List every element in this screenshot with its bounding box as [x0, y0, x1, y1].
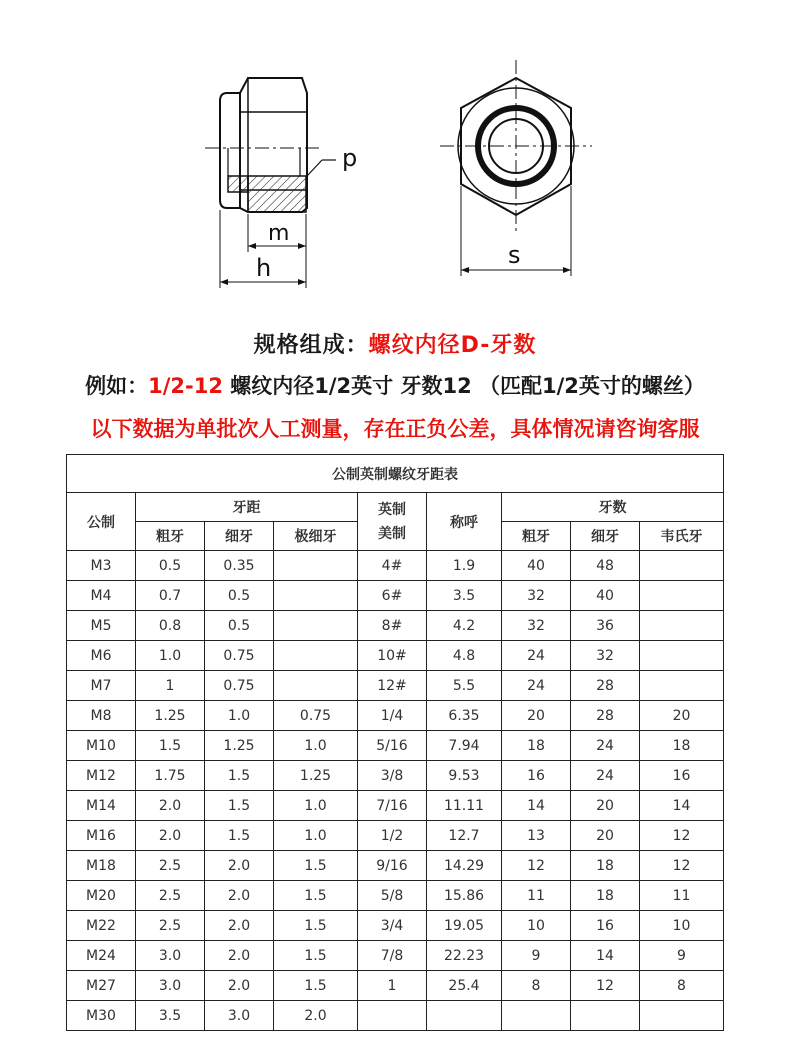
table-cell: 11 — [640, 881, 724, 911]
label-m: m — [268, 221, 290, 246]
header-fine: 细牙 — [205, 522, 274, 551]
header-extra-fine: 极细牙 — [274, 522, 358, 551]
table-cell: 7/16 — [358, 791, 427, 821]
header-tpi: 牙数 — [502, 493, 724, 522]
table-cell: M20 — [67, 881, 136, 911]
table-cell: 9 — [502, 941, 571, 971]
lock-nut-drawing — [0, 0, 790, 310]
table-cell: 0.75 — [205, 641, 274, 671]
table-cell: 1.5 — [205, 791, 274, 821]
table-cell: 12# — [358, 671, 427, 701]
table-cell: 0.8 — [136, 611, 205, 641]
table-cell: 3.0 — [136, 971, 205, 1001]
table-cell: 12 — [571, 971, 640, 1001]
spec-format-prefix: 规格组成： — [253, 333, 369, 358]
header-imperial — [358, 493, 427, 551]
header-tpi-fine: 细牙 — [571, 522, 640, 551]
table-cell: M12 — [67, 761, 136, 791]
label-p: p — [342, 144, 358, 172]
table-cell: 16 — [571, 911, 640, 941]
table-cell: 24 — [571, 731, 640, 761]
table-cell: 3/8 — [358, 761, 427, 791]
table-cell: 40 — [502, 551, 571, 581]
table-cell: 4.8 — [427, 641, 502, 671]
label-s: s — [508, 241, 521, 269]
table-cell: 22.23 — [427, 941, 502, 971]
thread-pitch-table — [66, 454, 724, 1031]
table-cell: 20 — [502, 701, 571, 731]
header-tpi-coarse: 粗牙 — [502, 522, 571, 551]
table-cell: 9/16 — [358, 851, 427, 881]
table-cell: M4 — [67, 581, 136, 611]
table-cell: 2.0 — [136, 821, 205, 851]
table-cell: 2.0 — [274, 1001, 358, 1031]
table-cell: 48 — [571, 551, 640, 581]
table-cell: 12 — [502, 851, 571, 881]
table-cell: 12 — [640, 851, 724, 881]
table-cell: M3 — [67, 551, 136, 581]
table-cell: 14 — [640, 791, 724, 821]
table-row — [67, 731, 724, 761]
table-row — [67, 761, 724, 791]
header-metric: 公制 — [67, 493, 136, 551]
table-cell: 3.0 — [136, 941, 205, 971]
table-row — [67, 821, 724, 851]
table-cell: 0.5 — [205, 611, 274, 641]
table-cell: 18 — [571, 851, 640, 881]
table-cell: 1.5 — [205, 761, 274, 791]
table-cell: 2.0 — [205, 851, 274, 881]
table-cell: 1.0 — [274, 821, 358, 851]
example-highlight: 1/2-12 — [148, 374, 223, 398]
table-cell: 1.5 — [274, 911, 358, 941]
table-cell: 24 — [502, 671, 571, 701]
table-cell: 1.5 — [274, 881, 358, 911]
table-cell — [640, 611, 724, 641]
table-cell: 24 — [571, 761, 640, 791]
table-row — [67, 611, 724, 641]
table-cell: M22 — [67, 911, 136, 941]
table-cell — [274, 551, 358, 581]
table-cell: 10 — [502, 911, 571, 941]
table-cell: 5/8 — [358, 881, 427, 911]
table-cell — [274, 671, 358, 701]
table-cell: 2.0 — [205, 941, 274, 971]
header-imperial-line1: 英制 — [378, 501, 406, 518]
table-cell: 3/4 — [358, 911, 427, 941]
table-cell: 18 — [571, 881, 640, 911]
insert-section-hatch — [228, 176, 248, 192]
table-cell: 7.94 — [427, 731, 502, 761]
table-cell: 12 — [640, 821, 724, 851]
table-cell: 12.7 — [427, 821, 502, 851]
table-cell — [640, 581, 724, 611]
table-cell — [274, 581, 358, 611]
table-cell: 14.29 — [427, 851, 502, 881]
table-cell: 4# — [358, 551, 427, 581]
table-cell: M14 — [67, 791, 136, 821]
table-cell: 3.0 — [205, 1001, 274, 1031]
table-cell: 16 — [502, 761, 571, 791]
table-cell: 4.2 — [427, 611, 502, 641]
table-cell: 0.75 — [274, 701, 358, 731]
example-description: 螺纹内径1/2英寸 牙数12 （匹配1/2英寸的螺丝） — [222, 374, 705, 398]
table-row — [67, 851, 724, 881]
table-cell: 1.5 — [274, 851, 358, 881]
table-cell: 18 — [502, 731, 571, 761]
table-cell — [640, 641, 724, 671]
table-cell — [502, 1001, 571, 1031]
table-cell: 0.5 — [205, 581, 274, 611]
table-title: 公制英制螺纹牙距表 — [67, 455, 724, 493]
table-cell: M8 — [67, 701, 136, 731]
header-imperial-line2: 美制 — [378, 525, 406, 542]
table-cell: 0.5 — [136, 551, 205, 581]
table-cell — [274, 641, 358, 671]
table-cell: 6# — [358, 581, 427, 611]
table-cell: 1.25 — [205, 731, 274, 761]
table-cell: M27 — [67, 971, 136, 1001]
table-cell: 1.75 — [136, 761, 205, 791]
table-cell: 3.5 — [427, 581, 502, 611]
table-cell: 2.5 — [136, 911, 205, 941]
table-cell: 11 — [502, 881, 571, 911]
table-row — [67, 881, 724, 911]
table-cell: 1/2 — [358, 821, 427, 851]
table-cell: 32 — [571, 641, 640, 671]
table-cell: 28 — [571, 671, 640, 701]
table-row — [67, 911, 724, 941]
table-cell: 1.0 — [274, 731, 358, 761]
table-cell: 1.25 — [274, 761, 358, 791]
table-cell: 14 — [571, 941, 640, 971]
table-cell: M24 — [67, 941, 136, 971]
table-cell — [640, 671, 724, 701]
label-h: h — [256, 254, 272, 282]
table-cell: 32 — [502, 611, 571, 641]
table-cell: 1.0 — [274, 791, 358, 821]
table-cell: 0.7 — [136, 581, 205, 611]
table-cell: 20 — [571, 791, 640, 821]
table-cell — [427, 1001, 502, 1031]
table-cell: 1 — [136, 671, 205, 701]
header-coarse: 粗牙 — [136, 522, 205, 551]
table-cell: M6 — [67, 641, 136, 671]
table-cell — [640, 551, 724, 581]
table-cell: 24 — [502, 641, 571, 671]
table-cell: 14 — [502, 791, 571, 821]
table-cell: 5.5 — [427, 671, 502, 701]
table-cell: 3.5 — [136, 1001, 205, 1031]
table-cell: 10 — [640, 911, 724, 941]
table-cell: 1.5 — [274, 971, 358, 1001]
table-cell: 1.0 — [136, 641, 205, 671]
table-cell: 2.0 — [136, 791, 205, 821]
table-row — [67, 941, 724, 971]
table-cell: 13 — [502, 821, 571, 851]
spec-format-line — [0, 328, 790, 359]
table-cell: 11.11 — [427, 791, 502, 821]
table-cell: 20 — [571, 821, 640, 851]
table-cell: 1/4 — [358, 701, 427, 731]
table-cell: 28 — [571, 701, 640, 731]
table-cell: 0.35 — [205, 551, 274, 581]
table-cell: 20 — [640, 701, 724, 731]
table-cell: M16 — [67, 821, 136, 851]
table-cell: 1.25 — [136, 701, 205, 731]
header-pitch: 牙距 — [136, 493, 358, 522]
table-cell: 1.9 — [427, 551, 502, 581]
table-cell — [640, 1001, 724, 1031]
table-row — [67, 581, 724, 611]
table-cell: 0.75 — [205, 671, 274, 701]
table-cell: M30 — [67, 1001, 136, 1031]
tolerance-notice: 以下数据为单批次人工测量，存在正负公差，具体情况请咨询客服 — [90, 417, 700, 441]
table-cell: 8# — [358, 611, 427, 641]
table-cell: 15.86 — [427, 881, 502, 911]
table-cell: 1.5 — [136, 731, 205, 761]
spec-format-highlight: 螺纹内径D-牙数 — [368, 333, 537, 358]
table-row — [67, 1001, 724, 1031]
table-row — [67, 701, 724, 731]
table-cell: 2.0 — [205, 911, 274, 941]
table-row — [67, 671, 724, 701]
table-cell: 18 — [640, 731, 724, 761]
table-cell: 25.4 — [427, 971, 502, 1001]
table-cell: 2.5 — [136, 881, 205, 911]
header-whitworth: 韦氏牙 — [640, 522, 724, 551]
table-cell — [358, 1001, 427, 1031]
table-cell: M5 — [67, 611, 136, 641]
table-cell: 36 — [571, 611, 640, 641]
thread-section-hatch — [248, 176, 306, 212]
table-cell: 5/16 — [358, 731, 427, 761]
table-cell: 7/8 — [358, 941, 427, 971]
table-cell: 2.5 — [136, 851, 205, 881]
table-cell: 16 — [640, 761, 724, 791]
table-cell: M10 — [67, 731, 136, 761]
table-cell — [274, 611, 358, 641]
table-row — [67, 971, 724, 1001]
table-row — [67, 641, 724, 671]
table-cell: 8 — [502, 971, 571, 1001]
table-cell: 1.5 — [274, 941, 358, 971]
table-cell: 2.0 — [205, 881, 274, 911]
table-row — [67, 791, 724, 821]
example-line — [0, 370, 790, 400]
example-prefix: 例如： — [85, 374, 149, 398]
table-cell: 2.0 — [205, 971, 274, 1001]
table-body — [67, 551, 724, 1031]
table-cell: 10# — [358, 641, 427, 671]
table-cell: M18 — [67, 851, 136, 881]
table-cell: 19.05 — [427, 911, 502, 941]
table-row — [67, 551, 724, 581]
table-cell: 1.5 — [205, 821, 274, 851]
table-cell: M7 — [67, 671, 136, 701]
table-cell: 32 — [502, 581, 571, 611]
table-cell: 9.53 — [427, 761, 502, 791]
table-cell: 1.0 — [205, 701, 274, 731]
table-cell: 9 — [640, 941, 724, 971]
table-cell: 6.35 — [427, 701, 502, 731]
table-cell: 40 — [571, 581, 640, 611]
table-cell — [571, 1001, 640, 1031]
header-nominal: 称呼 — [427, 493, 502, 551]
table-cell: 8 — [640, 971, 724, 1001]
table-cell: 1 — [358, 971, 427, 1001]
